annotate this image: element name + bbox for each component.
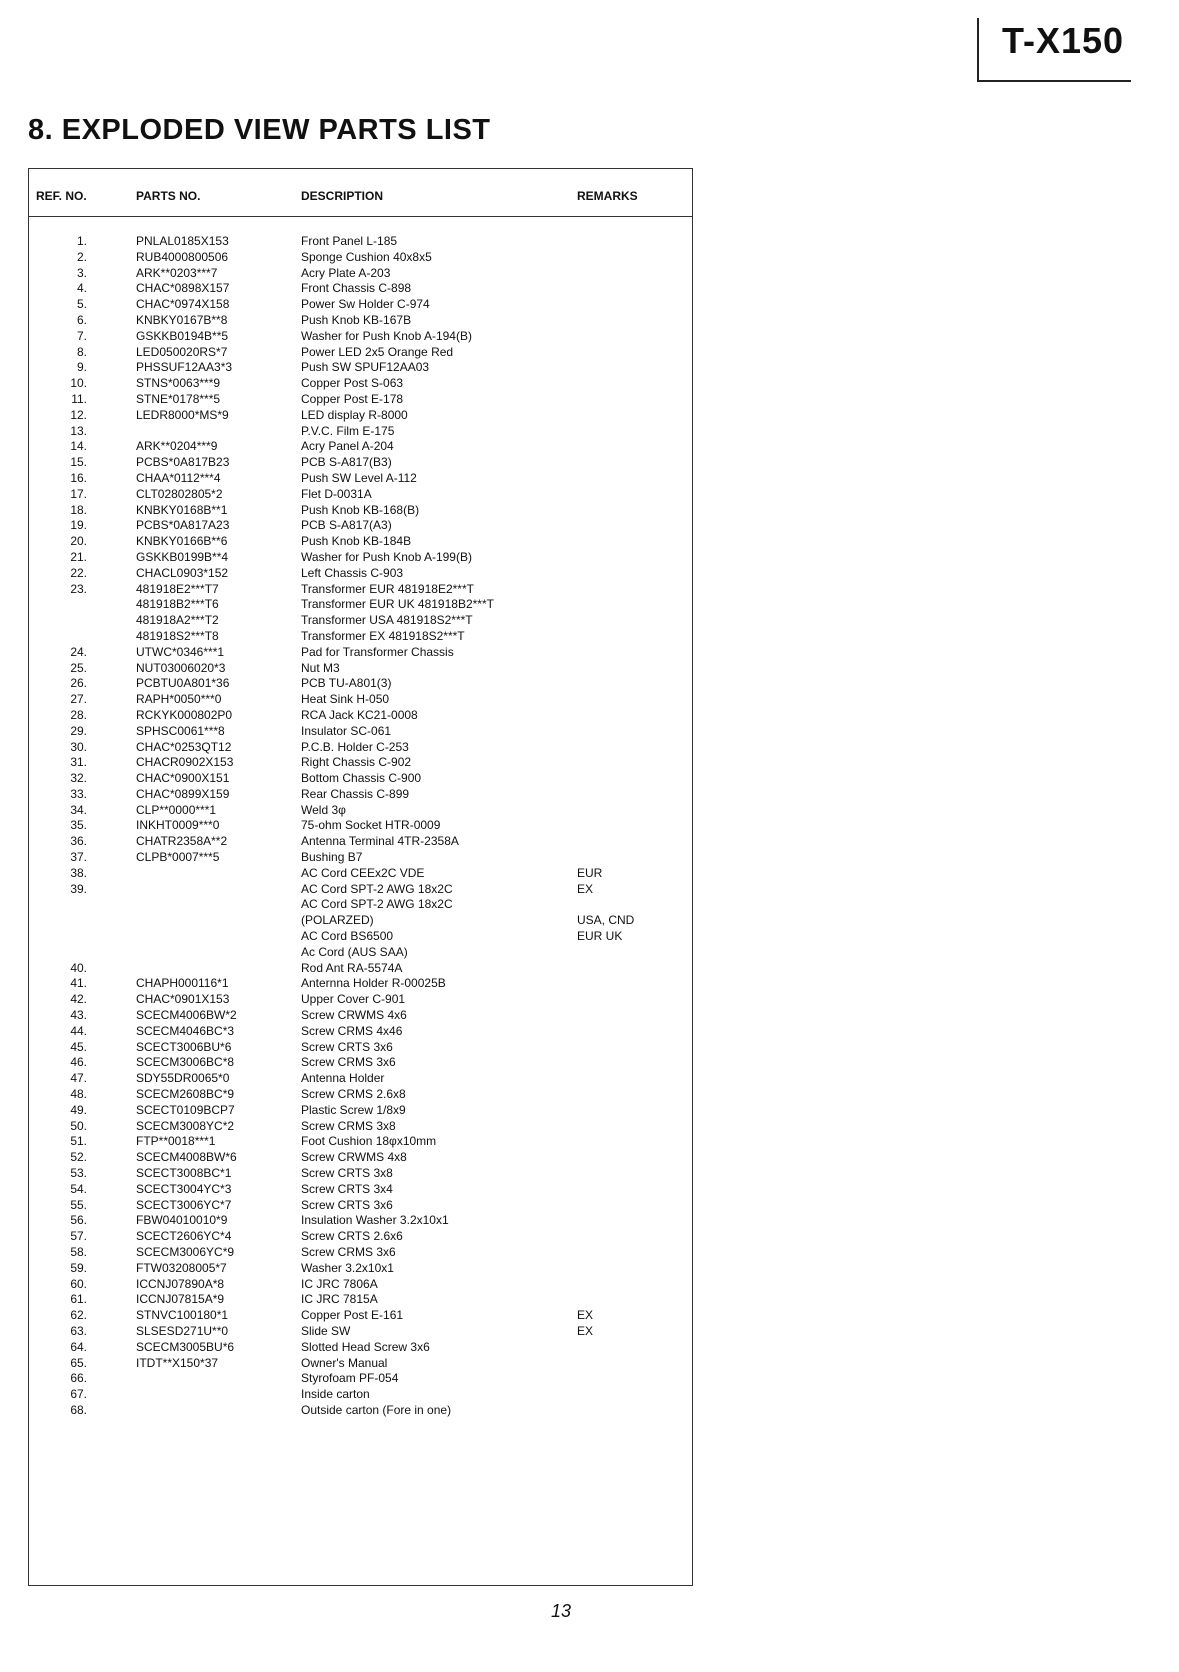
ref-no: 20.: [70, 534, 87, 549]
ref-no: 42.: [70, 992, 87, 1007]
table-row: [29, 266, 692, 282]
description: IC JRC 7815A: [301, 1292, 378, 1307]
table-row: [29, 645, 692, 661]
description: Rear Chassis C-899: [301, 786, 410, 801]
table-row: [29, 234, 692, 250]
table-row: [29, 803, 692, 819]
ref-no: 48.: [70, 1087, 87, 1102]
description: Antenna Terminal 4TR-2358A: [301, 834, 459, 849]
ref-no: 11.: [71, 391, 87, 406]
table-row: [29, 550, 692, 566]
table-row: [29, 1245, 692, 1261]
ref-no: 41.: [70, 976, 87, 991]
description: Screw CRWMS 4x6: [301, 1008, 407, 1023]
table-row: [29, 1182, 692, 1198]
table-row: [29, 929, 692, 945]
ref-no: 17.: [70, 486, 87, 501]
table-row: [29, 1166, 692, 1182]
table-row: [29, 582, 692, 598]
part-no: CHAC*0898X157: [136, 281, 230, 296]
part-no: 481918S2***T8: [136, 628, 219, 643]
description: Front Chassis C-898: [301, 281, 412, 296]
description: Screw CRWMS 4x8: [301, 1150, 407, 1165]
description: (POLARZED): [301, 913, 374, 928]
ref-no: 54.: [70, 1181, 87, 1196]
ref-no: 66.: [70, 1371, 87, 1386]
description: Push Knob KB-167B: [301, 312, 412, 327]
table-row: [29, 882, 692, 898]
table-row: [29, 250, 692, 266]
ref-no: 38.: [70, 865, 87, 880]
description: Upper Cover C-901: [301, 992, 406, 1007]
table-row: [29, 613, 692, 629]
ref-no: 63.: [70, 1323, 87, 1338]
part-no: CHAA*0112***4: [136, 470, 221, 485]
table-row: [29, 1340, 692, 1356]
ref-no: 21.: [70, 549, 87, 564]
ref-no: 24.: [70, 644, 87, 659]
ref-no: 57.: [70, 1229, 87, 1244]
part-no: GSKKB0199B**4: [136, 549, 229, 564]
remarks: EX: [577, 1308, 594, 1323]
ref-no: 27.: [70, 692, 87, 707]
section-title: 8. EXPLODED VIEW PARTS LIST: [28, 114, 491, 146]
description: Washer 3.2x10x1: [301, 1260, 394, 1275]
ref-no: 3.: [76, 265, 87, 280]
part-no: CHATR2358A**2: [136, 834, 228, 849]
ref-no: 2.: [76, 249, 87, 264]
part-no: SCECT2606YC*4: [136, 1229, 232, 1244]
part-no: SLSESD271U**0: [136, 1323, 229, 1338]
description: Screw CRMS 2.6x8: [301, 1087, 406, 1102]
table-row: [29, 740, 692, 756]
part-no: SCECT0109BCP7: [136, 1102, 235, 1117]
table-body: [29, 234, 692, 1419]
table-row: [29, 834, 692, 850]
part-no: CHAC*0899X159: [136, 786, 230, 801]
part-no: SCECM3008YC*2: [136, 1118, 235, 1133]
part-no: 481918B2***T6: [136, 597, 219, 612]
part-no: SCECT3006BU*6: [136, 1039, 232, 1054]
table-row: [29, 1103, 692, 1119]
part-no: ARK**0204***9: [136, 439, 218, 454]
description: Transformer EX 481918S2***T: [301, 628, 465, 643]
table-row: [29, 345, 692, 361]
description: Right Chassis C-902: [301, 755, 412, 770]
table-row: [29, 992, 692, 1008]
remarks: USA, CND: [577, 913, 635, 928]
table-row: [29, 1277, 692, 1293]
description: Washer for Push Knob A-194(B): [301, 328, 472, 343]
part-no: PCBS*0A817A23: [136, 518, 230, 533]
table-row: [29, 961, 692, 977]
part-no: SCECT3006YC*7: [136, 1197, 232, 1212]
ref-no: 62.: [70, 1308, 87, 1323]
part-no: 481918A2***T2: [136, 613, 219, 628]
table-row: [29, 1324, 692, 1340]
description: PCB TU-A801(3): [301, 676, 392, 691]
description: Owner's Manual: [301, 1355, 388, 1370]
ref-no: 10.: [70, 376, 87, 391]
table-row: [29, 1040, 692, 1056]
description: Pad for Transformer Chassis: [301, 644, 454, 659]
ref-no: 50.: [70, 1118, 87, 1133]
table-row: [29, 1150, 692, 1166]
part-no: CLT02802805*2: [136, 486, 223, 501]
ref-no: 44.: [70, 1023, 87, 1038]
ref-no: 68.: [70, 1402, 87, 1417]
table-row: [29, 1356, 692, 1372]
table-row: [29, 850, 692, 866]
table-row: [29, 455, 692, 471]
description: Bottom Chassis C-900: [301, 771, 422, 786]
description: Styrofoam PF-054: [301, 1371, 399, 1386]
part-no: SCECM4006BW*2: [136, 1008, 237, 1023]
table-row: [29, 297, 692, 313]
table-row: [29, 771, 692, 787]
table-row: [29, 597, 692, 613]
description: Bushing B7: [301, 850, 363, 865]
table-row: [29, 755, 692, 771]
ref-no: 26.: [70, 676, 87, 691]
part-no: STNE*0178***5: [136, 391, 221, 406]
table-row: [29, 1229, 692, 1245]
table-row: [29, 676, 692, 692]
part-no: CLPB*0007***5: [136, 850, 220, 865]
ref-no: 43.: [70, 1008, 87, 1023]
ref-no: 14.: [70, 439, 87, 454]
description: AC Cord SPT-2 AWG 18x2C: [301, 897, 453, 912]
description: Copper Post E-178: [301, 391, 404, 406]
description: Power Sw Holder C-974: [301, 297, 430, 312]
remarks: EX: [577, 1323, 594, 1338]
part-no: CLP**0000***1: [136, 802, 217, 817]
description: Plastic Screw 1/8x9: [301, 1102, 406, 1117]
table-row: [29, 471, 692, 487]
description: Push Knob KB-184B: [301, 534, 412, 549]
part-no: UTWC*0346***1: [136, 644, 225, 659]
description: Slotted Head Screw 3x6: [301, 1339, 430, 1354]
table-row: [29, 787, 692, 803]
parts-table: [28, 168, 693, 1586]
remarks: EX: [577, 881, 594, 896]
description: AC Cord CEEx2C VDE: [301, 865, 425, 880]
part-no: RCKYK000802P0: [136, 707, 233, 722]
table-row: [29, 439, 692, 455]
ref-no: 29.: [70, 723, 87, 738]
description: PCB S-A817(A3): [301, 518, 392, 533]
table-row: [29, 1371, 692, 1387]
part-no: KNBKY0167B**8: [136, 312, 228, 327]
description: Left Chassis C-903: [301, 565, 404, 580]
table-row: [29, 661, 692, 677]
description: Screw CRTS 3x6: [301, 1039, 393, 1054]
ref-no: 53.: [70, 1166, 87, 1181]
ref-no: 31.: [70, 755, 87, 770]
part-no: PCBS*0A817B23: [136, 455, 230, 470]
table-row: [29, 1308, 692, 1324]
table-row: [29, 1213, 692, 1229]
description: AC Cord SPT-2 AWG 18x2C: [301, 881, 453, 896]
description: Weld 3φ: [301, 802, 346, 817]
table-row: [29, 1134, 692, 1150]
part-no: NUT03006020*3: [136, 660, 226, 675]
description: RCA Jack KC21-0008: [301, 707, 418, 722]
ref-no: 36.: [70, 834, 87, 849]
table-row: [29, 1387, 692, 1403]
description: Inside carton: [301, 1387, 370, 1402]
part-no: ICCNJ07815A*9: [136, 1292, 225, 1307]
table-row: [29, 866, 692, 882]
table-row: [29, 329, 692, 345]
table-row: [29, 566, 692, 582]
ref-no: 45.: [70, 1039, 87, 1054]
ref-no: 23.: [70, 581, 87, 596]
part-no: SPHSC0061***8: [136, 723, 225, 738]
model-title: T-X150: [1002, 20, 1125, 61]
description: PCB S-A817(B3): [301, 455, 392, 470]
table-row: [29, 818, 692, 834]
ref-no: 47.: [70, 1071, 87, 1086]
part-no: SCECM3005BU*6: [136, 1339, 235, 1354]
ref-no: 55.: [70, 1197, 87, 1212]
remarks: EUR: [577, 865, 603, 880]
description: P.V.C. Film E-175: [301, 423, 395, 438]
part-no: SCECM3006BC*8: [136, 1055, 235, 1070]
ref-no: 60.: [70, 1276, 87, 1291]
header-part: PARTS NO.: [136, 189, 201, 203]
part-no: SCECM2608BC*9: [136, 1087, 235, 1102]
ref-no: 58.: [70, 1245, 87, 1259]
part-no: STNS*0063***9: [136, 376, 221, 391]
ref-no: 15.: [70, 455, 87, 470]
ref-no: 34.: [70, 802, 87, 817]
part-no: SCECT3004YC*3: [136, 1181, 232, 1196]
ref-no: 13.: [70, 423, 87, 438]
table-row: [29, 487, 692, 503]
ref-no: 4.: [76, 281, 87, 296]
description: Screw CRTS 3x8: [301, 1166, 393, 1181]
description: LED display R-8000: [301, 407, 408, 422]
table-row: [29, 518, 692, 534]
description: Insulation Washer 3.2x10x1: [301, 1213, 449, 1228]
ref-no: 18.: [70, 502, 87, 517]
description: Push SW Level A-112: [301, 470, 417, 485]
part-no: PHSSUF12AA3*3: [136, 360, 233, 375]
part-no: RAPH*0050***0: [136, 692, 222, 707]
remarks: EUR UK: [577, 929, 623, 944]
part-no: ARK**0203***7: [136, 265, 218, 280]
part-no: GSKKB0194B**5: [136, 328, 229, 343]
description: Transformer EUR UK 481918B2***T: [301, 597, 494, 612]
table-row: [29, 629, 692, 645]
part-no: CHACL0903*152: [136, 565, 229, 580]
part-no: STNVC100180*1: [136, 1308, 229, 1323]
table-row: [29, 976, 692, 992]
part-no: SCECM4046BC*3: [136, 1023, 235, 1038]
description: Sponge Cushion 40x8x5: [301, 249, 432, 264]
ref-no: 51.: [70, 1134, 87, 1149]
table-row: [29, 313, 692, 329]
ref-no: 67.: [70, 1387, 87, 1402]
description: Ac Cord (AUS SAA): [301, 944, 408, 959]
ref-no: 35.: [70, 818, 87, 833]
part-no: CHAPH000116*1: [136, 976, 229, 991]
description: Screw CRMS 3x6: [301, 1245, 396, 1259]
ref-no: 56.: [70, 1213, 87, 1228]
ref-no: 64.: [70, 1339, 87, 1354]
part-no: 481918E2***T7: [136, 581, 219, 596]
part-no: CHACR0902X153: [136, 755, 234, 770]
table-row: [29, 897, 692, 913]
header-ref: REF. NO.: [36, 189, 87, 203]
part-no: KNBKY0166B**6: [136, 534, 228, 549]
table-row: [29, 1071, 692, 1087]
description: Push Knob KB-168(B): [301, 502, 420, 517]
description: Power LED 2x5 Orange Red: [301, 344, 454, 359]
description: Foot Cushion 18φx10mm: [301, 1134, 437, 1149]
part-no: FTW03208005*7: [136, 1260, 227, 1275]
description: Screw CRTS 2.6x6: [301, 1229, 403, 1244]
part-no: ICCNJ07890A*8: [136, 1276, 225, 1291]
ref-no: 16.: [70, 470, 87, 485]
table-row: [29, 1119, 692, 1135]
part-no: SCECT3008BC*1: [136, 1166, 232, 1181]
table-row: [29, 913, 692, 929]
description: P.C.B. Holder C-253: [301, 739, 409, 754]
table-row: [29, 1292, 692, 1308]
ref-no: 28.: [70, 707, 87, 722]
part-no: INKHT0009***0: [136, 818, 220, 833]
table-row: [29, 281, 692, 297]
table-row: [29, 376, 692, 392]
ref-no: 8.: [76, 344, 87, 359]
ref-no: 25.: [70, 660, 87, 675]
part-no: CHAC*0900X151: [136, 771, 230, 786]
description: Copper Post E-161: [301, 1308, 404, 1323]
description: IC JRC 7806A: [301, 1276, 378, 1291]
part-no: LEDR8000*MS*9: [136, 407, 229, 422]
description: Rod Ant RA-5574A: [301, 960, 403, 975]
description: Nut M3: [301, 660, 340, 675]
part-no: PNLAL0185X153: [136, 234, 229, 248]
part-no: RUB4000800506: [136, 249, 229, 264]
description: Front Panel L-185: [301, 234, 398, 248]
ref-no: 33.: [70, 786, 87, 801]
part-no: FBW04010010*9: [136, 1213, 228, 1228]
ref-no: 5.: [76, 297, 87, 312]
ref-no: 30.: [70, 739, 87, 754]
table-row: [29, 724, 692, 740]
description: Screw CRMS 3x8: [301, 1118, 396, 1133]
ref-no: 39.: [70, 881, 87, 896]
ref-no: 65.: [70, 1355, 87, 1370]
description: Screw CRMS 4x46: [301, 1023, 403, 1038]
ref-no: 46.: [70, 1055, 87, 1070]
table-row: [29, 1198, 692, 1214]
table-header: [29, 169, 692, 217]
part-no: CHAC*0901X153: [136, 992, 230, 1007]
description: Heat Sink H-050: [301, 692, 390, 707]
table-row: [29, 708, 692, 724]
description: Slide SW: [301, 1323, 351, 1338]
header-remarks: REMARKS: [577, 189, 638, 203]
description: Acry Plate A-203: [301, 265, 391, 280]
ref-no: 40.: [70, 960, 87, 975]
table-row: [29, 424, 692, 440]
table-row: [29, 392, 692, 408]
page-number: 13: [551, 1601, 572, 1621]
description: Transformer EUR 481918E2***T: [301, 581, 474, 596]
description: Outside carton (Fore in one): [301, 1402, 452, 1417]
description: Transformer USA 481918S2***T: [301, 613, 473, 628]
description: Antenna Holder: [301, 1071, 385, 1086]
description: Washer for Push Knob A-199(B): [301, 549, 472, 564]
part-no: LED050020RS*7: [136, 344, 228, 359]
description: Acry Panel A-204: [301, 439, 394, 454]
part-no: CHAC*0974X158: [136, 297, 230, 312]
ref-no: 22.: [70, 565, 87, 580]
table-row: [29, 360, 692, 376]
ref-no: 7.: [76, 328, 87, 343]
part-no: CHAC*0253QT12: [136, 739, 232, 754]
ref-no: 49.: [70, 1102, 87, 1117]
table-row: [29, 1024, 692, 1040]
description: Screw CRMS 3x6: [301, 1055, 396, 1070]
part-no: SDY55DR0065*0: [136, 1071, 230, 1086]
part-no: KNBKY0168B**1: [136, 502, 228, 517]
description: Flet D-0031A: [301, 486, 372, 501]
ref-no: 1.: [76, 234, 87, 248]
ref-no: 59.: [70, 1260, 87, 1275]
ref-no: 12.: [70, 407, 87, 422]
table-row: [29, 1261, 692, 1277]
description: Screw CRTS 3x4: [301, 1181, 393, 1196]
description: Push SW SPUF12AA03: [301, 360, 430, 375]
table-row: [29, 1055, 692, 1071]
description: AC Cord BS6500: [301, 929, 394, 944]
table-row: [29, 692, 692, 708]
ref-no: 19.: [70, 518, 87, 533]
table-row: [29, 1403, 692, 1419]
table-row: [29, 1087, 692, 1103]
table-row: [29, 534, 692, 550]
ref-no: 9.: [76, 360, 87, 375]
table-row: [29, 503, 692, 519]
header-desc: DESCRIPTION: [301, 189, 384, 203]
description: Anternna Holder R-00025B: [301, 976, 446, 991]
ref-no: 61.: [70, 1292, 87, 1307]
part-no: ITDT**X150*37: [136, 1355, 219, 1370]
ref-no: 37.: [70, 850, 87, 865]
table-row: [29, 408, 692, 424]
ref-no: 32.: [70, 771, 87, 786]
description: Insulator SC-061: [301, 723, 392, 738]
part-no: PCBTU0A801*36: [136, 676, 230, 691]
ref-no: 52.: [70, 1150, 87, 1165]
description: Copper Post S-063: [301, 376, 404, 391]
description: Screw CRTS 3x6: [301, 1197, 393, 1212]
table-row: [29, 1008, 692, 1024]
description: 75-ohm Socket HTR-0009: [301, 818, 441, 833]
table-row: [29, 945, 692, 961]
part-no: FTP**0018***1: [136, 1134, 216, 1149]
part-no: SCECM4008BW*6: [136, 1150, 237, 1165]
ref-no: 6.: [76, 312, 87, 327]
part-no: SCECM3006YC*9: [136, 1245, 235, 1259]
